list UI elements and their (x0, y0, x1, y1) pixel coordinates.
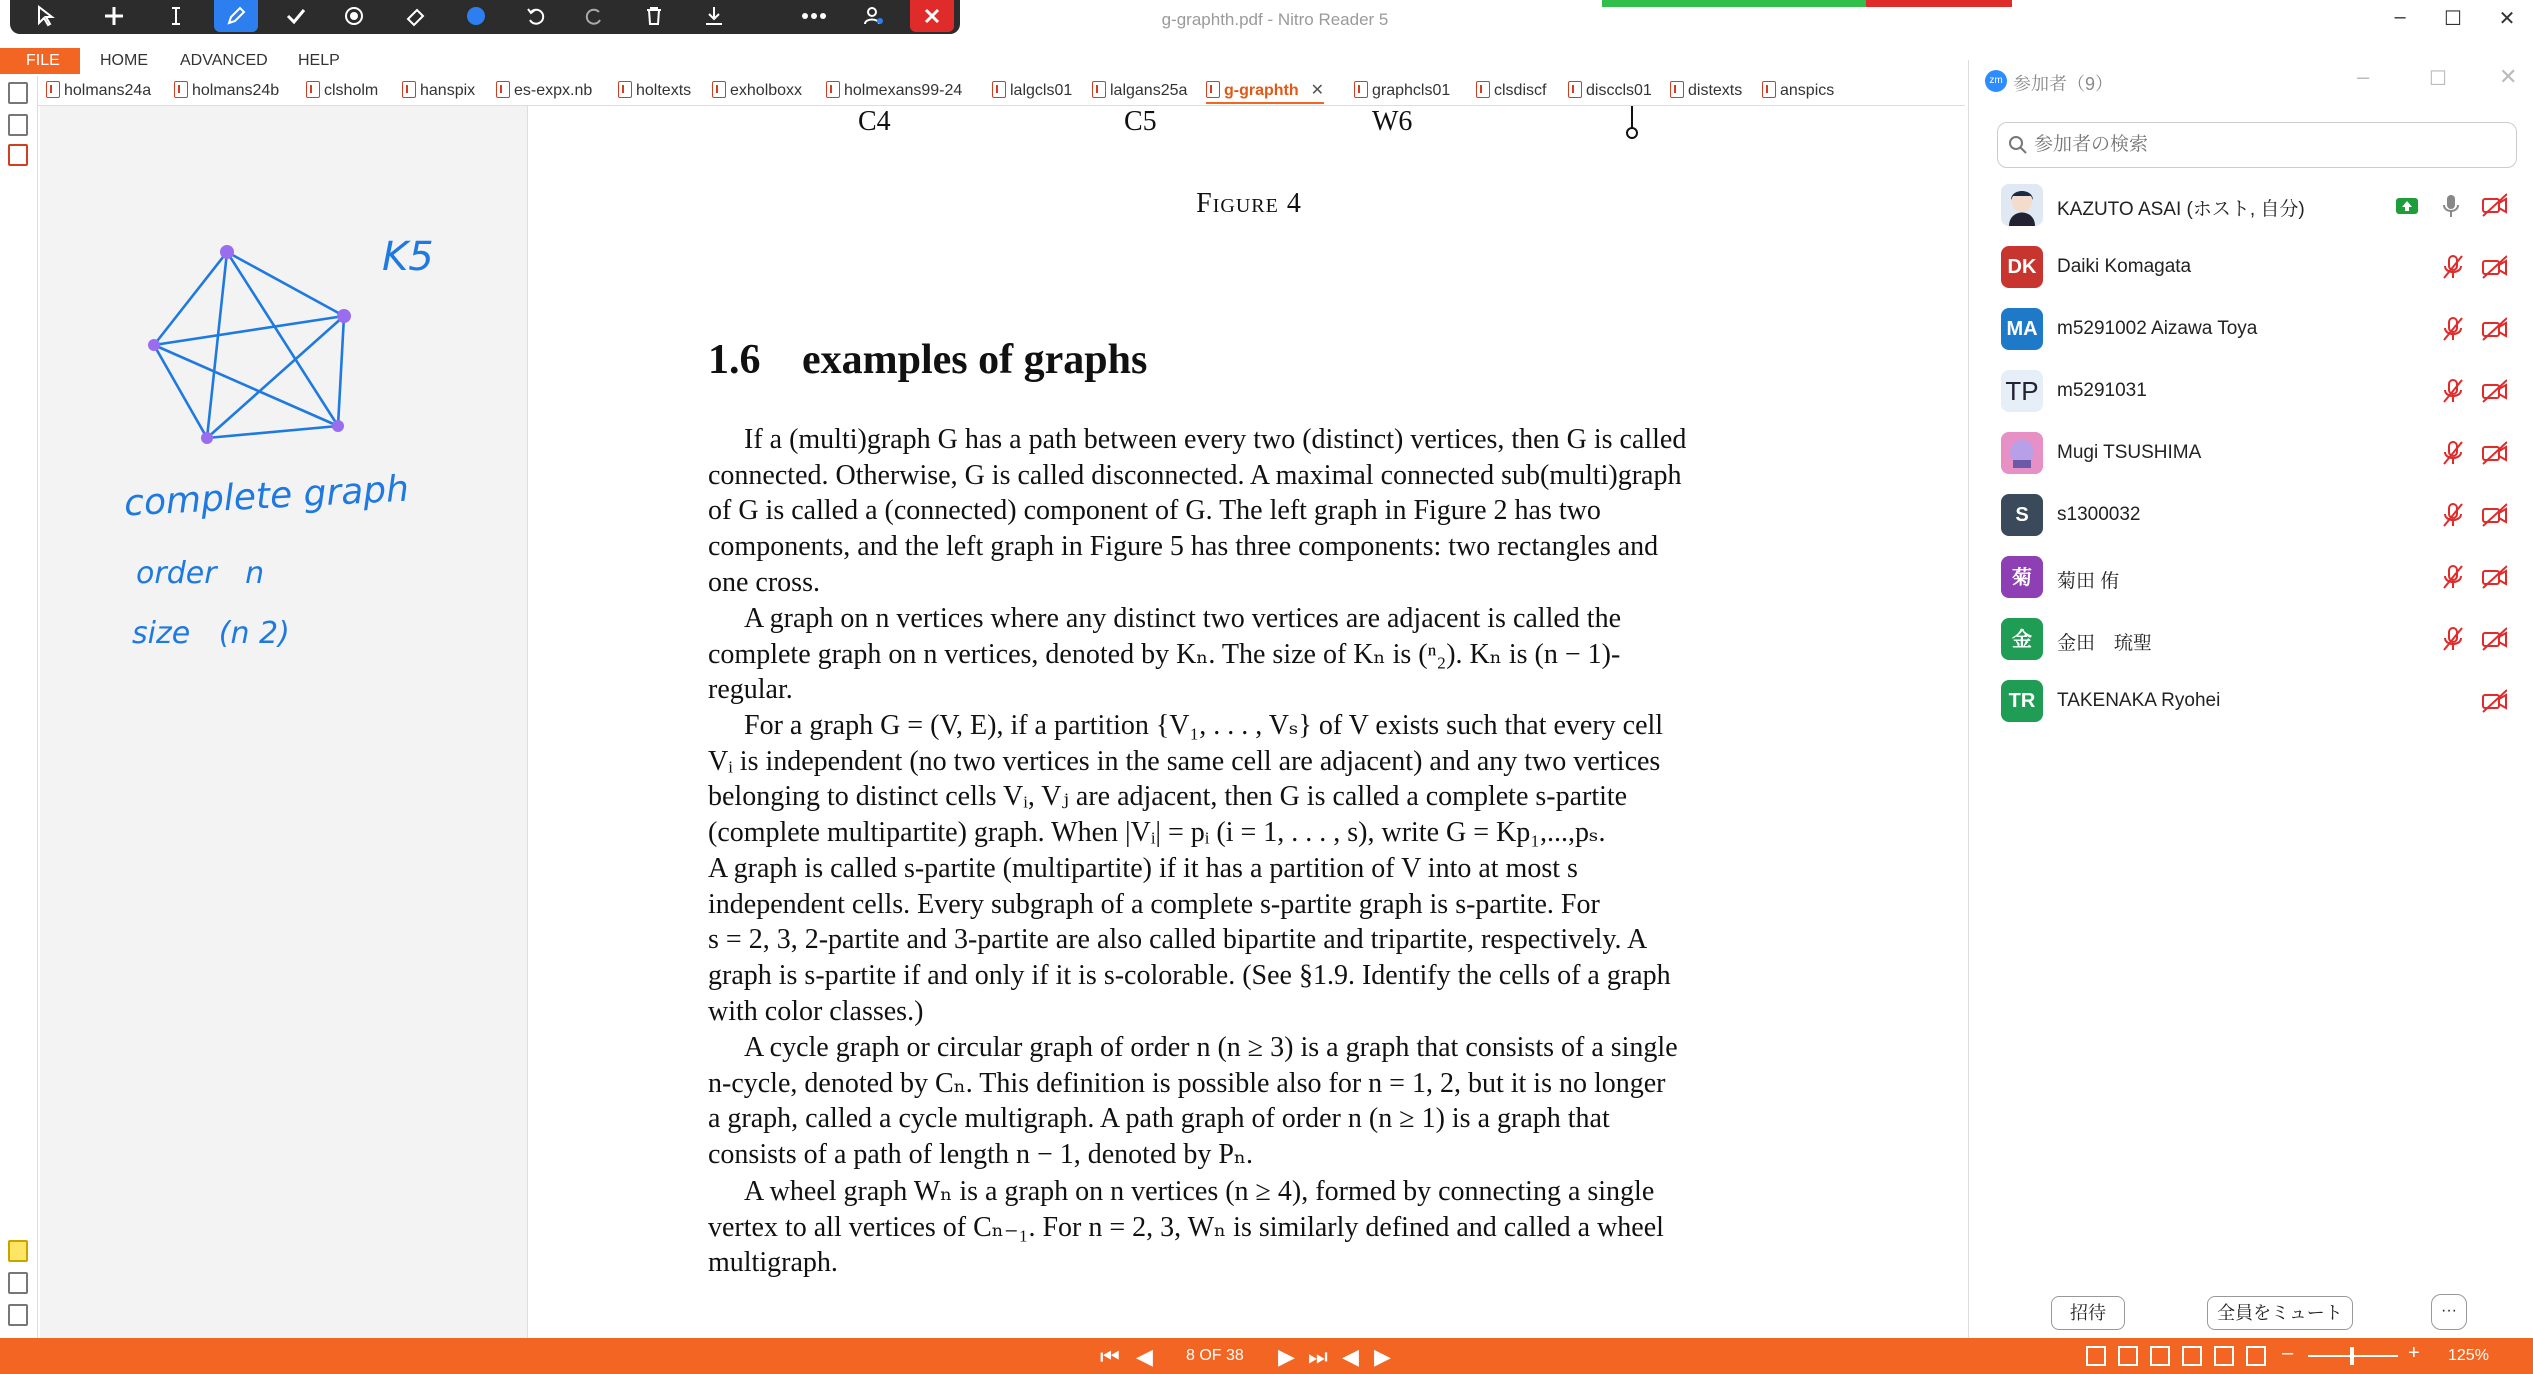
participant-name: Daiki Komagata (2057, 256, 2192, 277)
panel-close-icon[interactable]: ✕ (2499, 64, 2518, 89)
mic-off-icon[interactable] (2441, 378, 2467, 404)
avatar: TR (2001, 680, 2043, 722)
participant-name: m5291002 Aizawa Toya (2057, 318, 2258, 339)
panel-title: 参加者（9） (2013, 74, 2114, 94)
participant-name: KAZUTO ASAI (ホスト, 自分) (2057, 199, 2305, 220)
check-icon[interactable] (274, 0, 318, 32)
stamp-icon[interactable] (332, 0, 376, 32)
video-off-icon[interactable] (2481, 688, 2507, 714)
participant-search-input[interactable] (2034, 131, 2504, 159)
tab-graphcls01[interactable] (1354, 78, 1450, 104)
menu-bar (0, 48, 1965, 74)
mute-all-button[interactable]: 全員をミュート (2207, 1296, 2353, 1330)
mic-off-icon[interactable] (2441, 564, 2467, 590)
text-line: For a graph G = (V, E), if a partition {V₁, . . . , Vₛ} of V exists such that every cell (744, 710, 1664, 741)
text-line: connected. Otherwise, G is called disconnected. A maximal connected sub(multi)graph (708, 459, 1682, 491)
text-line: a graph, called a cycle multigraph. A path graph of order n (n ≥ 1) is a graph that (708, 1103, 1610, 1135)
pdf-file-icon (1206, 81, 1220, 98)
note-size: size (n 2) (132, 616, 290, 651)
video-off-icon[interactable] (2481, 440, 2507, 466)
text-line: A cycle graph or circular graph of order n (n ≥ 3) is a graph that consists of a single (744, 1032, 1678, 1063)
tab-label: clsholm (324, 82, 379, 99)
tab-holmexans99-24[interactable] (826, 78, 962, 104)
pdf-file-icon (1476, 81, 1490, 98)
paragraph-cycle-graph (708, 1030, 1830, 1173)
pdf-file-icon (496, 81, 510, 98)
video-off-icon[interactable] (2481, 316, 2507, 342)
text-line: n-cycle, denoted by Cₙ. This definition is possible also for n = 1, 2, but it is no longer (708, 1067, 1666, 1099)
status-bar (0, 1338, 2533, 1374)
section-title: examples of graphs (802, 337, 1148, 383)
mic-off-icon[interactable] (2441, 626, 2467, 652)
participant-name: s1300032 (2057, 504, 2141, 525)
pdf-file-icon (402, 81, 416, 98)
text-line: A graph on n vertices where any distinct two vertices are adjacent is called the (744, 603, 1621, 634)
mic-on-icon[interactable] (2443, 194, 2459, 218)
fit-page-icon[interactable] (2214, 1346, 2234, 1366)
mic-off-icon[interactable] (2441, 316, 2467, 342)
note-k5-label: K5 (382, 234, 434, 280)
window-title: g-graphth.pdf - Nitro Reader 5 (1161, 10, 1389, 29)
avatar (2001, 184, 2043, 226)
bookmark-icon[interactable] (8, 144, 28, 166)
meeting-status-red (1866, 0, 2012, 7)
pdf-file-icon (1092, 81, 1106, 98)
pdf-file-icon (992, 81, 1006, 98)
mic-off-icon[interactable] (2441, 440, 2467, 466)
tab-hanspix[interactable] (402, 78, 475, 104)
figure-vertex-mark (1620, 106, 1644, 140)
pdf-page (530, 106, 1968, 1338)
menu-help[interactable]: HELP (298, 52, 340, 69)
video-off-icon[interactable] (2481, 378, 2507, 404)
tab-label: anspics (1780, 82, 1835, 99)
signatures-icon[interactable] (8, 1272, 28, 1294)
panel-popout-icon[interactable]: ☐ (2429, 68, 2447, 90)
avatar: DK (2001, 246, 2043, 288)
participant-name: m5291031 (2057, 380, 2147, 401)
attachments-icon[interactable] (8, 114, 28, 136)
undo-icon[interactable] (514, 0, 558, 32)
note-order: order n (136, 556, 265, 591)
participant-row[interactable] (2001, 680, 2511, 726)
paragraph-connected (708, 422, 1830, 601)
avatar: S (2001, 494, 2043, 536)
text-line: A wheel graph Wₙ is a graph on n vertices (n ≥ 4), formed by connecting a single (744, 1176, 1655, 1207)
tab-label: disccls01 (1586, 82, 1652, 99)
tab-holmans24b[interactable] (174, 78, 279, 104)
continuous-view-icon[interactable] (2118, 1346, 2138, 1366)
text-line: multigraph. (708, 1247, 838, 1279)
participant-name: Mugi TSUSHIMA (2057, 442, 2202, 463)
participants-panel (1968, 60, 2533, 1350)
redo-icon[interactable] (572, 0, 616, 32)
tab-label: hanspix (420, 82, 476, 99)
tab-holtexts[interactable] (618, 78, 691, 104)
participant-name: 金田 琉聖 (2057, 633, 2153, 654)
participant-row[interactable] (2001, 494, 2511, 540)
pen-icon[interactable] (214, 0, 258, 32)
zoom-out-icon[interactable]: – (2282, 1342, 2294, 1364)
tab-label: holmans24b (192, 82, 280, 99)
prev-page-icon[interactable]: ◀ (1136, 1344, 1153, 1369)
search-icon (2008, 135, 2028, 155)
text-line: components, and the left graph in Figure 5 has three components: two rectangles and (708, 531, 1659, 563)
first-page-icon[interactable]: ⏮ (1100, 1344, 1120, 1369)
mic-off-icon[interactable] (2441, 254, 2467, 280)
pdf-file-icon (1762, 81, 1776, 98)
meeting-status-green (1602, 0, 1866, 7)
participant-row[interactable] (2001, 308, 2511, 354)
video-off-icon[interactable] (2481, 254, 2507, 280)
text-line: one cross. (708, 566, 820, 598)
tab-lalgans25a[interactable] (1092, 78, 1187, 104)
pdf-file-icon (618, 81, 632, 98)
text-line: complete graph on n vertices, denoted by Kₙ. The size of Kₙ is (ⁿ₂). Kₙ is (n − 1)- (708, 638, 1621, 670)
download-icon[interactable] (692, 0, 736, 32)
user-edit-icon[interactable] (852, 0, 896, 32)
tab-distexts[interactable] (1670, 78, 1742, 104)
share-screen-icon (2396, 198, 2418, 214)
close-window-button[interactable]: ✕ (2498, 8, 2516, 30)
close-icon[interactable] (910, 0, 954, 32)
text-line: belonging to distinct cells Vᵢ, Vⱼ are adjacent, then G is called a complete s-partite (708, 781, 1628, 813)
zoom-logo-icon: zm (1985, 70, 2007, 92)
tab-label: holmexans99-24 (844, 82, 963, 99)
tab-g-graphth[interactable] (1206, 78, 1324, 104)
figure-label-c5: C5 (1124, 106, 1157, 137)
text-line: If a (multi)graph G has a path between every two (distinct) vertices, then G is called (744, 424, 1687, 455)
figure-label-w6: W6 (1372, 106, 1413, 137)
pdf-file-icon (1670, 81, 1684, 98)
tab-label: holtexts (636, 82, 692, 99)
more-icon[interactable] (792, 0, 836, 32)
participant-row[interactable] (2001, 556, 2511, 602)
pdf-file-icon (1568, 81, 1582, 98)
document-tab-bar (0, 76, 1965, 106)
participant-row[interactable] (2001, 618, 2511, 664)
tab-label: lalgcls01 (1010, 82, 1073, 99)
facing-continuous-icon[interactable] (2182, 1346, 2202, 1366)
tab-label: distexts (1688, 82, 1743, 99)
text-line: graph is s-partite if and only if it is s-colorable. (See §1.9. Identify the cells of a graph (708, 959, 1671, 991)
text-line: s = 2, 3, 2-partite and 3-partite are also called bipartite and tripartite, respectively. A (708, 924, 1648, 956)
facing-view-icon[interactable] (2150, 1346, 2170, 1366)
text-line: vertex to all vertices of Cₙ₋₁. For n = 2, 3, Wₙ is similarly defined and called a wheel (708, 1211, 1664, 1243)
tab-anspics[interactable] (1762, 78, 1834, 104)
zoom-slider-handle[interactable] (2350, 1347, 2354, 1365)
note-complete-graph: complete graph (123, 468, 410, 525)
avatar: MA (2001, 308, 2043, 350)
avatar: TP (2001, 370, 2043, 412)
avatar (2001, 432, 2043, 474)
video-off-icon[interactable] (2481, 192, 2507, 218)
tab-label: lalgans25a (1110, 82, 1188, 99)
section-number: 1.6 (708, 337, 761, 383)
single-page-view-icon[interactable] (2086, 1346, 2106, 1366)
text-line: with color classes.) (708, 995, 924, 1027)
avatar: 菊 (2001, 556, 2043, 598)
forward-view-icon[interactable]: ▶ (1374, 1344, 1391, 1369)
pdf-file-icon (826, 81, 840, 98)
paragraph-wheel-graph (708, 1174, 1830, 1281)
trash-icon[interactable] (632, 0, 676, 32)
text-line: of G is called a (connected) component of G. The left graph in Figure 2 has two (708, 495, 1601, 527)
participant-row[interactable] (2001, 370, 2511, 416)
notes-panel (40, 106, 528, 1338)
paragraph-multipartite (708, 708, 1830, 1029)
invite-button[interactable]: 招待 (2051, 1296, 2125, 1330)
tab-holmans24a[interactable] (46, 78, 151, 104)
menu-file[interactable]: FILE (0, 48, 80, 74)
text-cursor-icon[interactable] (154, 0, 198, 32)
text-line: A graph is called s-partite (multipartite) if it has a partition of V into at most s (708, 852, 1578, 884)
next-page-icon[interactable]: ▶ (1278, 1344, 1295, 1369)
tab-label: graphcls01 (1372, 82, 1451, 99)
participant-search-box[interactable] (1997, 122, 2517, 168)
paragraph-complete-graph (708, 601, 1830, 708)
back-view-icon[interactable]: ◀ (1342, 1344, 1359, 1369)
move-cross-icon[interactable] (92, 0, 136, 32)
video-off-icon[interactable] (2481, 564, 2507, 590)
last-page-icon[interactable]: ⏭ (1308, 1344, 1328, 1369)
layers-icon[interactable] (8, 1304, 28, 1326)
zoom-level[interactable]: 125% (2448, 1347, 2489, 1364)
more-options-button[interactable]: ··· (2431, 1294, 2467, 1330)
annotation-toolbar (10, 0, 960, 34)
text-line: (complete multipartite) graph. When |Vᵢ| = pᵢ (i = 1, . . . , s), write G = Kp₁,...,pₛ. (708, 817, 1606, 849)
video-off-icon[interactable] (2481, 626, 2507, 652)
pdf-file-icon (306, 81, 320, 98)
comments-icon[interactable] (8, 1240, 28, 1262)
page-indicator[interactable]: 8 OF 38 (1186, 1347, 1244, 1364)
maximize-button[interactable]: ☐ (2444, 8, 2462, 30)
zoom-in-icon[interactable]: + (2408, 1342, 2420, 1364)
pdf-file-icon (1354, 81, 1368, 98)
tab-label: clsdiscf (1494, 82, 1547, 99)
pdf-file-icon (46, 81, 60, 98)
participant-name: TAKENAKA Ryohei (2057, 690, 2221, 711)
minimize-button[interactable]: – (2394, 6, 2406, 28)
tab-lalgcls01[interactable] (992, 78, 1072, 104)
menu-advanced[interactable]: ADVANCED (180, 52, 268, 69)
video-off-icon[interactable] (2481, 502, 2507, 528)
left-tool-strip (0, 76, 38, 1338)
pages-icon[interactable] (8, 82, 28, 104)
menu-home[interactable]: HOME (100, 52, 148, 69)
tab-label: holmans24a (64, 82, 152, 99)
color-dot-icon[interactable] (454, 0, 498, 32)
eraser-icon[interactable] (394, 0, 438, 32)
text-line: independent cells. Every subgraph of a complete s-partite graph is s-partite. For (708, 888, 1600, 920)
panel-minimize-icon[interactable]: – (2357, 64, 2370, 89)
mic-off-icon[interactable] (2441, 502, 2467, 528)
participant-name: 菊田 侑 (2057, 571, 2120, 592)
tab-exholboxx[interactable] (712, 78, 802, 104)
tab-label: exholboxx (730, 82, 803, 99)
text-line: Vᵢ is independent (no two vertices in the same cell are adjacent) and any two vertices (708, 745, 1661, 777)
pdf-file-icon (174, 81, 188, 98)
figure-caption: Figure 4 (1196, 188, 1302, 219)
tab-clsdiscf[interactable] (1476, 78, 1546, 104)
figure-label-c4: C4 (858, 106, 891, 137)
select-arrow-icon[interactable] (24, 0, 68, 32)
text-line: regular. (708, 674, 793, 706)
text-line: consists of a path of length n − 1, denoted by Pₙ. (708, 1139, 1254, 1171)
participant-row[interactable] (2001, 184, 2511, 230)
tab-close-icon[interactable]: ✕ (1310, 82, 1325, 99)
tab-label: es-expx.nb (514, 82, 593, 99)
participant-row[interactable] (2001, 432, 2511, 478)
avatar: 金 (2001, 618, 2043, 660)
participant-row[interactable] (2001, 246, 2511, 292)
tab-disccls01[interactable] (1568, 78, 1652, 104)
fit-width-icon[interactable] (2246, 1346, 2266, 1366)
tab-clsholm[interactable] (306, 78, 378, 104)
pdf-file-icon (712, 81, 726, 98)
tab-es-expx[interactable] (496, 78, 592, 104)
tab-label: g-graphth (1224, 82, 1299, 99)
